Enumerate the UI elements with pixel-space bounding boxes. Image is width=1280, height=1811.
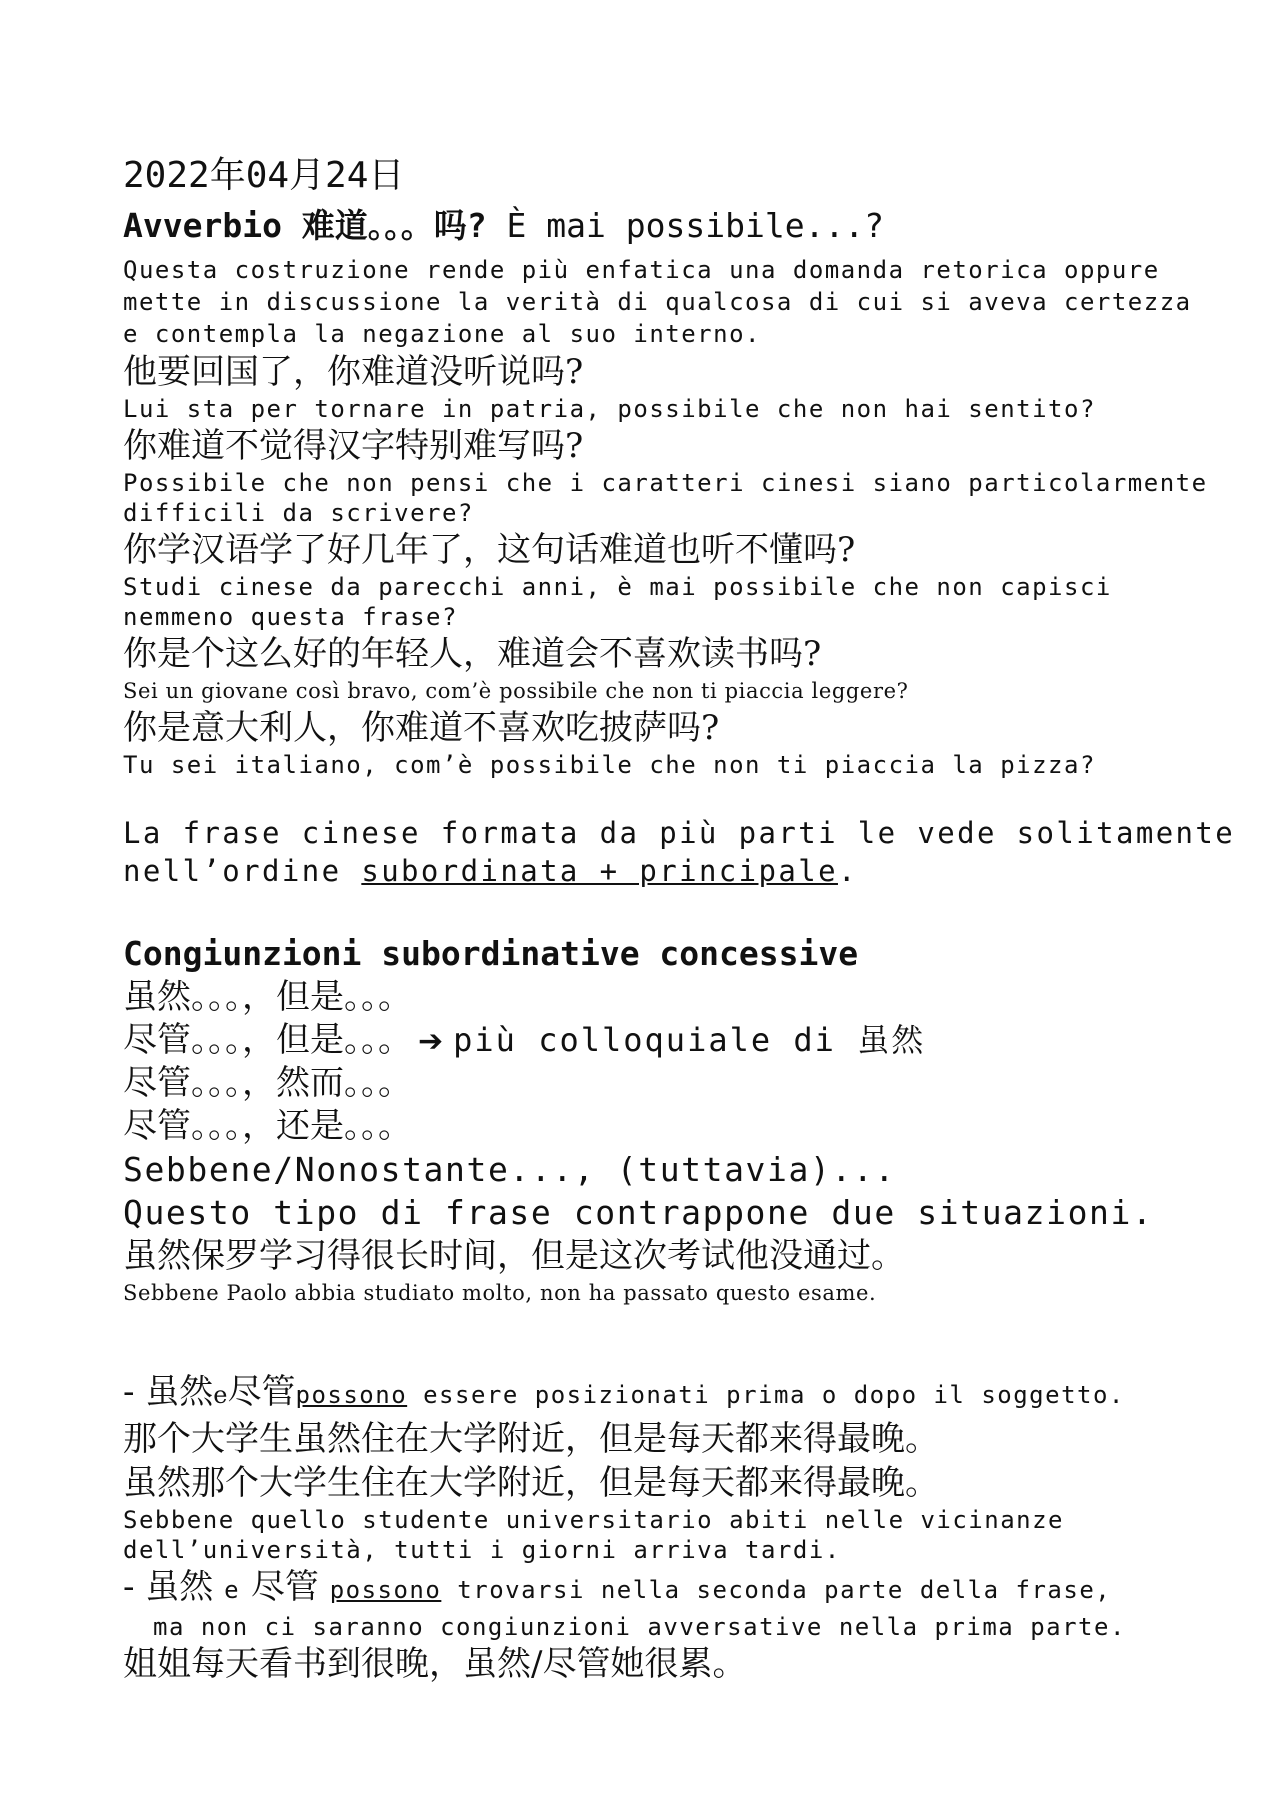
example-chinese: 虽然保罗学习得很长时间，但是这次考试他没通过。: [123, 1236, 905, 1276]
example-translation: Sei un giovane così bravo, com’è possibile che non ti piaccia leggere?: [123, 679, 909, 703]
heading-rest-part: È mai possibile...?: [486, 206, 885, 245]
conjunction-e: e: [213, 1381, 228, 1409]
example-translation: dell’università, tutti i giorni arriva tardi.: [123, 1536, 841, 1564]
paragraph-suffix: .: [837, 854, 858, 888]
example-5: [123, 706, 1243, 780]
document-page: [123, 150, 1243, 1686]
bullet-prefix: - 虽然: [123, 1567, 225, 1607]
example-translation: Tu sei italiano, com’è possibile che non ti piaccia la pizza?: [123, 751, 1096, 779]
example-chinese: 那个大学生虽然住在大学附近，但是每天都来得最晚。: [123, 1419, 939, 1459]
underlined-term: possono: [329, 1576, 442, 1604]
example-chinese: 你是个这么好的年轻人，难道会不喜欢读书吗?: [123, 634, 822, 674]
underlined-term: subordinata + principale: [361, 854, 838, 888]
heading-bold-part: Avverbio 难道。。。吗?: [123, 206, 487, 245]
spacer: [123, 1308, 1243, 1370]
bullet-1: [123, 1370, 1243, 1417]
paragraph-line: La frase cinese formata da più parti le vede solitamente: [123, 816, 1236, 850]
explanation-line: mette in discussione la verità di qualcosa di cui si aveva certezza: [123, 288, 1192, 316]
explanation-block: [123, 254, 1243, 350]
example-translation: Sebbene quello studente universitario abiti nelle vicinanze: [123, 1506, 1065, 1534]
section-heading-congiunzioni: Congiunzioni subordinative concessive: [123, 934, 859, 973]
translation-line: Sebbene/Nonostante..., (tuttavia)...: [123, 1150, 896, 1189]
conjunction-pair: 尽管。。。，还是。。。: [123, 1106, 412, 1146]
arrow-note: più colloquiale di 虽然: [453, 1021, 926, 1059]
bullet-2: [123, 1565, 1243, 1612]
bullet-rest: essere posizionati prima o dopo il soggetto.: [407, 1381, 1125, 1409]
paragraph-prefix: nell’ordine: [123, 854, 362, 888]
example-chinese: 你学汉语学了好几年了，这句话难道也听不懂吗?: [123, 530, 856, 570]
spacer: [123, 890, 1243, 932]
example-translation: Sebbene Paolo abbia studiato molto, non ha passato questo esame.: [123, 1281, 877, 1305]
explanation-line: e contempla la negazione al suo interno.: [123, 320, 761, 348]
example-2: [123, 424, 1243, 528]
conjunction-pair: 尽管。。。，然而。。。: [123, 1063, 412, 1103]
example-translation: difficili da scrivere?: [123, 499, 474, 527]
conjunction-pair: 虽然。。。，但是。。。: [123, 977, 412, 1017]
example-chinese: 他要回国了，你难道没听说吗?: [123, 352, 584, 392]
conjunction-pair-with-note: [123, 1019, 1243, 1062]
example-4: [123, 632, 1243, 706]
section-heading-avverbio: [123, 202, 1243, 254]
explanation-line: Questa costruzione rende più enfatica una domanda retorica oppure: [123, 256, 1160, 284]
example-chinese: 虽然那个大学生住在大学附近，但是每天都来得最晚。: [123, 1463, 939, 1503]
example-1: [123, 350, 1243, 424]
conjunction-pair: 尽管。。。，但是。。。: [123, 1020, 412, 1060]
bullet-rest: trovarsi nella seconda parte della frase,: [441, 1576, 1112, 1604]
example-translation: nemmeno questa frase?: [123, 603, 458, 631]
spacer: [123, 780, 1243, 814]
example-3: [123, 528, 1243, 632]
example-chinese: 你是意大利人，你难道不喜欢吃披萨吗?: [123, 708, 720, 748]
example-translation: Studi cinese da parecchi anni, è mai possibile che non capisci: [123, 573, 1112, 601]
underlined-term: possono: [295, 1381, 408, 1409]
example-translation: Lui sta per tornare in patria, possibile che non hai sentito?: [123, 395, 1096, 423]
date-heading: 2022年04月24日: [123, 155, 405, 196]
example-translation: Possibile che non pensi che i caratteri cinesi siano particolarmente: [123, 469, 1208, 497]
arrow-right-icon: ➔: [418, 1024, 444, 1059]
example-chinese: 你难道不觉得汉字特别难写吗?: [123, 426, 584, 466]
bullet-prefix: - 虽然: [123, 1372, 214, 1412]
bullet-continuation: ma non ci saranno congiunzioni avversative nella prima parte.: [153, 1613, 1126, 1641]
bullet-word: 尽管: [240, 1567, 330, 1607]
paragraph-line: [123, 852, 1243, 890]
conjunction-e: e: [224, 1576, 241, 1604]
example-chinese: 姐姐每天看书到很晚，虽然/尽管她很累。: [123, 1644, 747, 1684]
bullet-word: 尽管: [227, 1372, 296, 1412]
word-order-paragraph: [123, 814, 1243, 890]
description-line: Questo tipo di frase contrappone due situazioni.: [123, 1193, 1154, 1232]
